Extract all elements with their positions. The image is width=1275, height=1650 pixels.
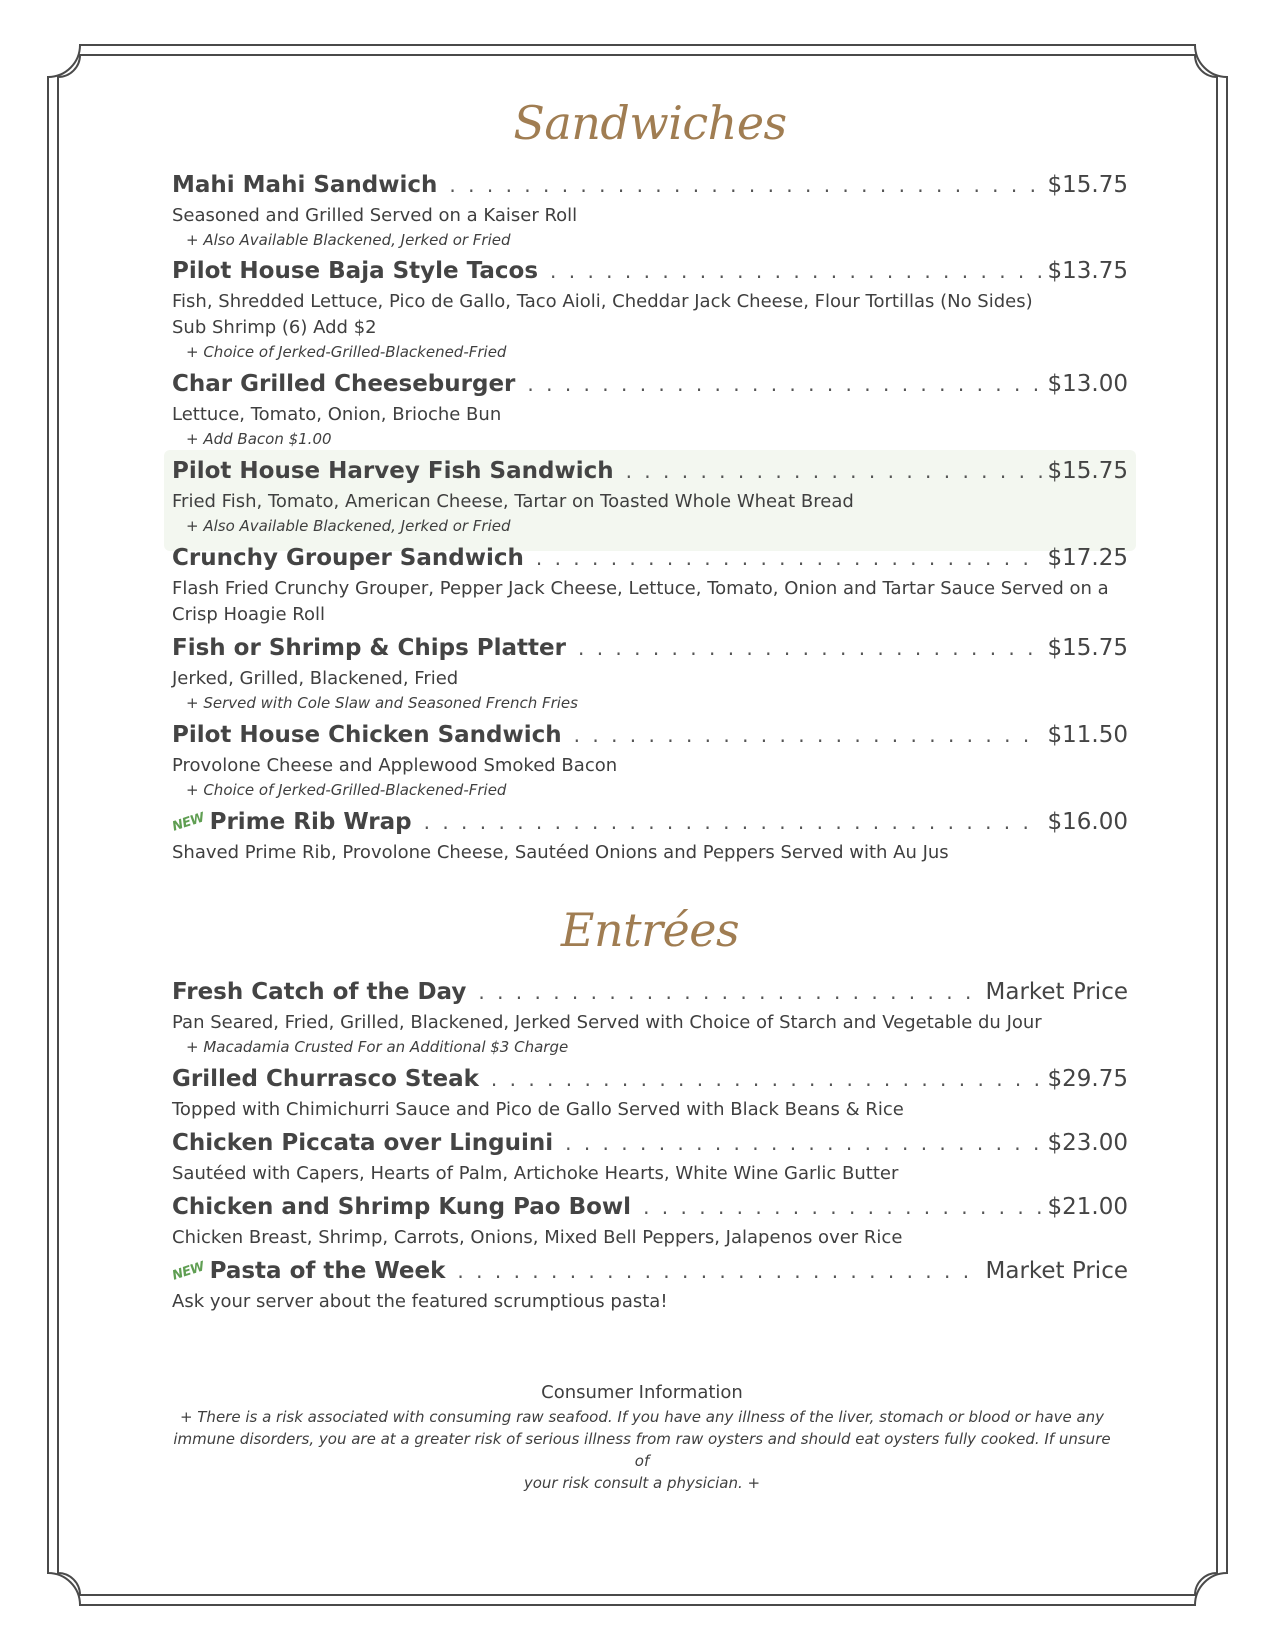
- item-name: Chicken Piccata over Linguini: [172, 1130, 554, 1156]
- item-price: Market Price: [985, 979, 1128, 1005]
- leader-dots: [578, 638, 1042, 658]
- menu-item: [172, 258, 1128, 363]
- item-description: Lettuce, Tomato, Onion, Brioche Bun: [172, 404, 502, 425]
- leader-dots: [457, 1261, 979, 1281]
- entrees-heading: Entrées: [560, 903, 740, 957]
- leader-dots: [424, 812, 1042, 832]
- item-description: Topped with Chimichurri Sauce and Pico de Gallo Served with Black Beans & Rice: [172, 1099, 904, 1120]
- consumer-info-line: + There is a risk associated with consuming raw seafood. If you have any illness of the liver, stomach or blood or have any: [179, 1408, 1105, 1426]
- item-price: $13.00: [1047, 371, 1128, 397]
- menu-item-featured: [172, 458, 1128, 537]
- menu-item: [172, 979, 1128, 1058]
- item-note: + Also Available Blackened, Jerked or Fried: [186, 231, 511, 249]
- leader-dots: [491, 1069, 1042, 1089]
- new-badge-icon: NEW: [170, 810, 207, 835]
- item-name: Pilot House Chicken Sandwich: [172, 722, 562, 748]
- item-name: Fresh Catch of the Day: [172, 979, 467, 1005]
- menu-item: [172, 722, 1128, 801]
- item-name: Pasta of the Week: [209, 1258, 446, 1284]
- item-name: Mahi Mahi Sandwich: [172, 172, 438, 198]
- item-name: Chicken and Shrimp Kung Pao Bowl: [172, 1194, 632, 1220]
- item-description: Sautéed with Capers, Hearts of Palm, Artichoke Hearts, White Wine Garlic Butter: [172, 1163, 899, 1184]
- item-price: Market Price: [985, 1258, 1128, 1284]
- item-note: + Choice of Jerked-Grilled-Blackened-Fried: [186, 781, 507, 799]
- new-badge-icon: NEW: [170, 1259, 207, 1284]
- menu-item: [172, 1258, 1128, 1315]
- item-name: Char Grilled Cheeseburger: [172, 371, 516, 397]
- item-note: + Macadamia Crusted For an Additional $3 Charge: [186, 1038, 569, 1056]
- item-description: Pan Seared, Fried, Grilled, Blackened, Jerked Served with Choice of Starch and Vegetable du Jour: [172, 1012, 1042, 1033]
- menu-item: [172, 1066, 1128, 1123]
- item-price: $17.25: [1047, 545, 1128, 571]
- menu-item: [172, 809, 1128, 866]
- item-price: $11.50: [1047, 722, 1128, 748]
- item-price: $13.75: [1047, 258, 1128, 284]
- leader-dots: [550, 261, 1041, 281]
- consumer-info-line: your risk consult a physician. +: [523, 1474, 761, 1492]
- menu-item: [172, 545, 1128, 628]
- consumer-information: [172, 1380, 1112, 1494]
- item-price: $15.75: [1047, 635, 1128, 661]
- item-name: Pilot House Harvey Fish Sandwich: [172, 458, 614, 484]
- item-price: $21.00: [1047, 1194, 1128, 1220]
- item-description: Jerked, Grilled, Blackened, Fried: [172, 668, 459, 689]
- item-note: + Also Available Blackened, Jerked or Fried: [186, 517, 511, 535]
- leader-dots: [449, 175, 1041, 195]
- item-note: + Add Bacon $1.00: [186, 430, 332, 448]
- item-description: Ask your server about the featured scrumptious pasta!: [172, 1291, 668, 1312]
- consumer-info-title: Consumer Information: [541, 1382, 743, 1403]
- menu-item: [172, 371, 1128, 450]
- menu-item: [172, 172, 1128, 251]
- item-name: Pilot House Baja Style Tacos: [172, 258, 539, 284]
- leader-dots: [626, 461, 1042, 481]
- menu-item: [172, 1194, 1128, 1251]
- leader-dots: [527, 374, 1041, 394]
- item-price: $15.75: [1047, 458, 1128, 484]
- leader-dots: [536, 548, 1042, 568]
- item-description: Seasoned and Grilled Served on a Kaiser Roll: [172, 205, 578, 226]
- leader-dots: [565, 1133, 1041, 1153]
- item-description-line2: Sub Shrimp (6) Add $2: [172, 317, 377, 338]
- item-description: Provolone Cheese and Applewood Smoked Bacon: [172, 755, 618, 776]
- leader-dots: [643, 1197, 1041, 1217]
- item-note: + Choice of Jerked-Grilled-Blackened-Fried: [186, 343, 507, 361]
- item-name: Fish or Shrimp & Chips Platter: [172, 635, 566, 661]
- leader-dots: [478, 982, 979, 1002]
- item-price: $29.75: [1047, 1066, 1128, 1092]
- item-price: $23.00: [1047, 1130, 1128, 1156]
- item-price: $15.75: [1047, 172, 1128, 198]
- item-name: Prime Rib Wrap: [209, 809, 412, 835]
- item-description: Chicken Breast, Shrimp, Carrots, Onions, Mixed Bell Peppers, Jalapenos over Rice: [172, 1227, 903, 1248]
- item-name: Crunchy Grouper Sandwich: [172, 545, 524, 571]
- sandwiches-heading: Sandwiches: [513, 96, 787, 150]
- item-name: Grilled Churrasco Steak: [172, 1066, 479, 1092]
- menu-item: [172, 1130, 1128, 1187]
- menu-item: [172, 635, 1128, 714]
- item-note: + Served with Cole Slaw and Seasoned French Fries: [186, 694, 578, 712]
- item-price: $16.00: [1047, 809, 1128, 835]
- item-description: Fish, Shredded Lettuce, Pico de Gallo, Taco Aioli, Cheddar Jack Cheese, Flour Tortillas (No Sides): [172, 291, 1033, 312]
- item-description: Shaved Prime Rib, Provolone Cheese, Sautéed Onions and Peppers Served with Au Jus: [172, 842, 949, 863]
- consumer-info-line: immune disorders, you are at a greater risk of serious illness from raw oysters and should eat oysters fully cooked. If unsure of: [173, 1430, 1111, 1470]
- leader-dots: [574, 725, 1042, 745]
- item-description: Flash Fried Crunchy Grouper, Pepper Jack Cheese, Lettuce, Tomato, Onion and Tartar Sauce Served on a: [172, 578, 1109, 599]
- item-description-line2: Crisp Hoagie Roll: [172, 604, 326, 625]
- item-description: Fried Fish, Tomato, American Cheese, Tartar on Toasted Whole Wheat Bread: [172, 491, 854, 512]
